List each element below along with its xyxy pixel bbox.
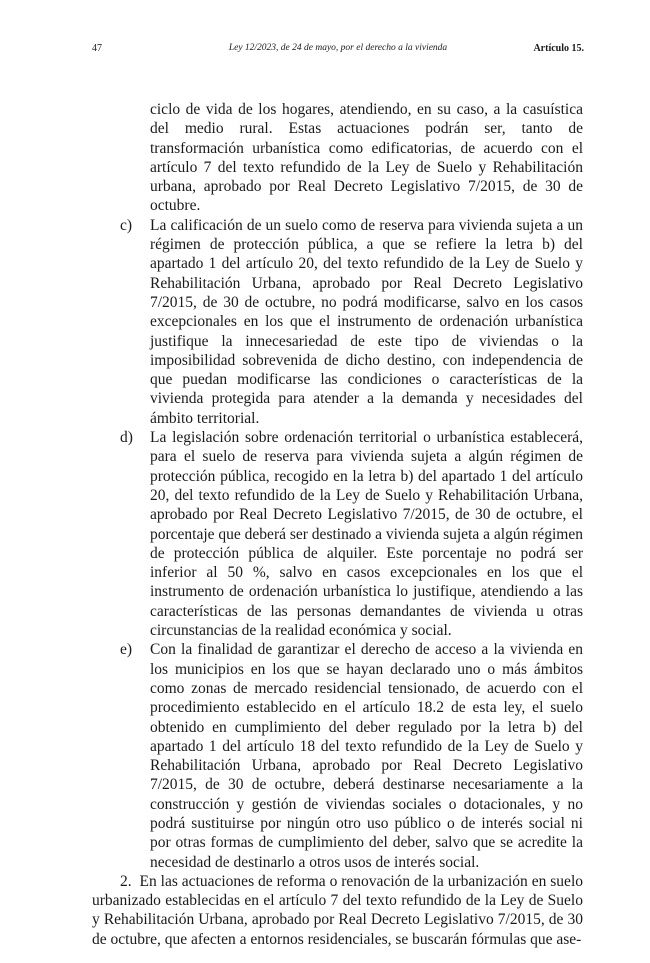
continuation-paragraph: ciclo de vida de los hogares, atendiendo, en su caso, a la casuística del medio rural. Estas actuaciones podrán ser, tanto de transformación urbanística como edificatorias, de acuerdo con el artículo 7 del texto refundido de la Ley de Suelo y Rehabilitación urbana, aprobado por Real Decreto Legislativo 7/2015, de 30 de octubre. bbox=[150, 101, 583, 215]
page-number: 47 bbox=[92, 43, 102, 54]
body-text bbox=[92, 100, 583, 949]
lettered-item-e bbox=[92, 640, 583, 872]
item-letter: c) bbox=[120, 216, 133, 234]
article-label: Artículo 15. bbox=[533, 43, 584, 54]
numbered-paragraph-2 bbox=[92, 872, 583, 949]
item-letter: e) bbox=[120, 641, 133, 659]
paragraph-number: 2. bbox=[120, 872, 132, 890]
item-text: Con la finalidad de garantizar el derecho de acceso a la vivienda en los municipios en los que se hayan declarado uno o más ámbitos como zonas de mercado residencial tensionado, de acuerdo con el procedimiento establecido en el artículo 18.2 de esta ley, el suelo obtenido en cumplimiento del deber regulado por la letra b) del apartado 1 del artículo 18 del texto refundido de la Ley de Suelo y Rehabilitación Urbana, aprobado por Real Decreto Legislativo 7/2015, de 30 de octubre, deberá destinarse necesariamente a la construcción y gestión de viviendas sociales o dotacionales, y no podrá sustituirse por ningún otro uso público o de interés social ni por otras formas de cumplimiento del deber, salvo que se acredite la necesidad de destinarlo a otros usos de interés social. bbox=[150, 641, 583, 871]
lettered-item-d bbox=[92, 428, 583, 640]
item-text: La calificación de un suelo como de reserva para vivienda sujeta a un régimen de protección pública, a que se refiere la letra b) del apartado 1 del artículo 20, del texto refundido de la Ley de Suelo y Rehabilitación Urbana, aprobado por Real Decreto Legislativo 7/2015, de 30 de octubre, no podrá modificarse, salvo en los casos excepcionales en los que el instrumento de ordenación urbanística justifique la innecesariedad de este tipo de viviendas o la imposibilidad sobrevenida de dicho destino, con independencia de que puedan modificarse las condiciones o características de la vivienda protegida para atender a la demanda y necesidades del ámbito territorial. bbox=[150, 216, 583, 427]
paragraph-text: En las actuaciones de reforma o renovación de la urbanización en suelo urbanizado establecidas en el artículo 7 del texto refundido de la Ley de Suelo y Rehabilitación Urbana, aprobado por Real Decreto Legislativo 7/2015, de 30 de octubre, que afecten a entornos residenciales, se buscarán fórmulas que ase- bbox=[92, 872, 583, 948]
item-letter: d) bbox=[120, 429, 133, 447]
running-title: Ley 12/2023, de 24 de mayo, por el derecho a la vivienda bbox=[228, 43, 448, 53]
running-header bbox=[92, 43, 584, 59]
item-text: La legislación sobre ordenación territorial o urbanística establecerá, para el suelo de reserva para vivienda sujeta a algún régimen de protección pública, recogido en la letra b) del apartado 1 del artículo 20, del texto refundido de la Ley de Suelo y Rehabilitación Urbana, aprobado por Real Decreto Legislativo 7/2015, de 30 de octubre, el porcentaje que deberá ser destinado a vivienda sujeta a algún régimen de protección pública de alquiler. Este porcentaje no podrá ser inferior al 50 %, salvo en casos excepcionales en los que el instrumento de ordenación urbanística lo justifique, atendiendo a las características de las personas demandantes de vivienda u otras circunstancias de la realidad económica y social. bbox=[150, 429, 583, 640]
lettered-item-c bbox=[92, 216, 583, 428]
